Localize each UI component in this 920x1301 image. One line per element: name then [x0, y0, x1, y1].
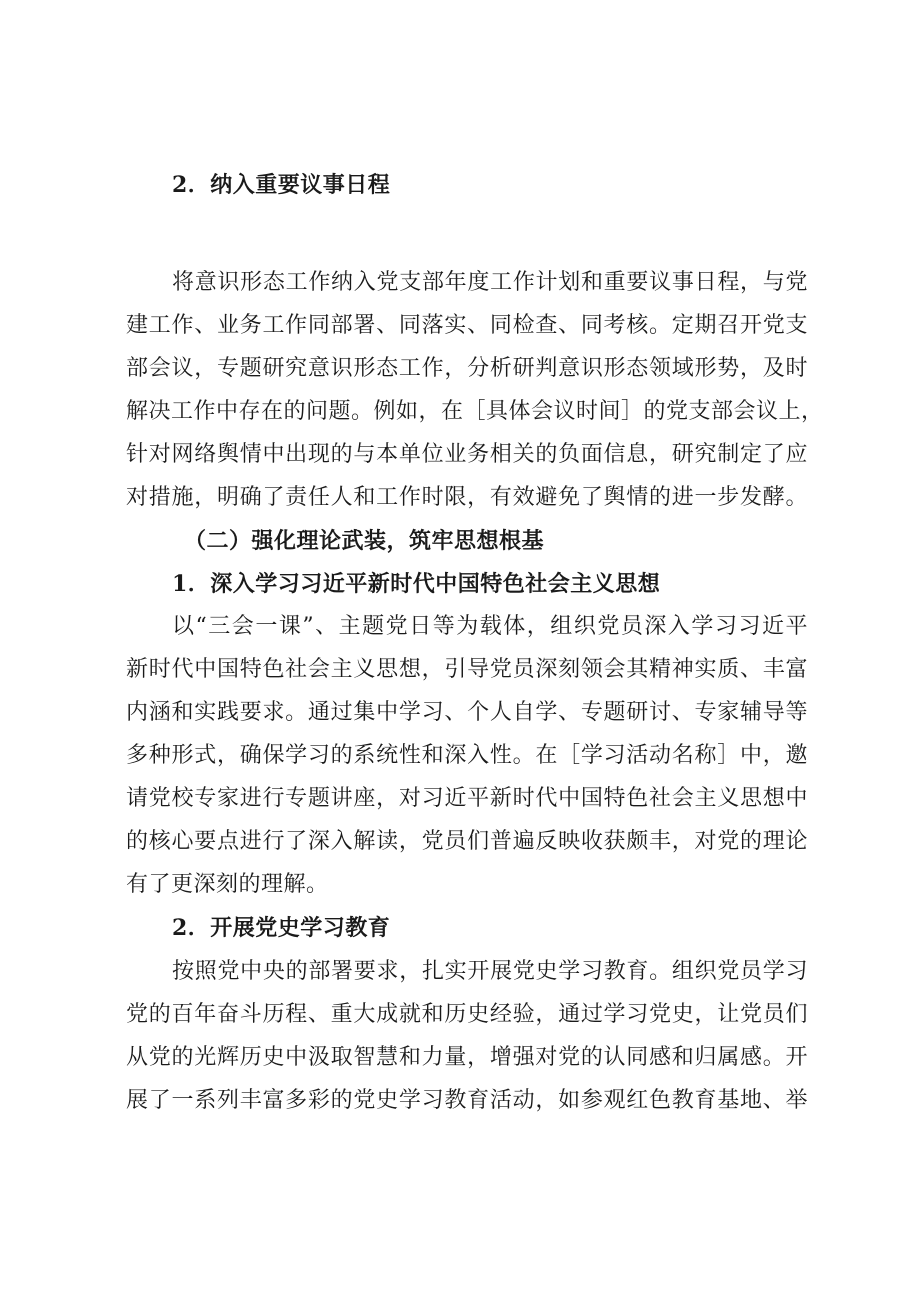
paragraph-line: 针对网络舆情中出现的与本单位业务相关的负面信息，研究制定了应	[126, 442, 808, 467]
paragraph-line-last: 有了更深刻的理解。	[126, 872, 329, 897]
subsection-heading-2: 2．开展党史学习教育	[172, 915, 391, 941]
paragraph-line: 解决工作中存在的问题。例如，在［具体会议时间］的党支部会议上，	[126, 399, 824, 424]
paragraph-line: 展了一系列丰富多彩的党史学习教育活动，如参观红色教育基地、举	[126, 1088, 808, 1113]
section-heading-2: 2．纳入重要议事日程	[172, 172, 391, 198]
paragraph-line: 按照党中央的部署要求，扎实开展党史学习教育。组织党员学习	[172, 959, 808, 984]
paragraph-line: 党的百年奋斗历程、重大成就和历史经验，通过学习党史，让党员们	[126, 1002, 808, 1027]
paragraph-line: 新时代中国特色社会主义思想，引导党员深刻领会其精神实质、丰富	[126, 657, 808, 682]
paragraph-line: 内涵和实践要求。通过集中学习、个人自学、专题研讨、专家辅导等	[126, 700, 808, 725]
paragraph-line: 部会议，专题研究意识形态工作，分析研判意识形态领域形势，及时	[126, 356, 808, 381]
paragraph-line: 请党校专家进行专题讲座，对习近平新时代中国特色社会主义思想中	[126, 786, 808, 811]
section-heading-b: （二）强化理论武装，筑牢思想根基	[184, 528, 545, 554]
paragraph-line: 将意识形态工作纳入党支部年度工作计划和重要议事日程，与党	[172, 270, 808, 295]
paragraph-line: 多种形式，确保学习的系统性和深入性。在［学习活动名称］中，邀	[126, 743, 808, 768]
paragraph-line: 从党的光辉历史中汲取智慧和力量，增强对党的认同感和归属感。开	[126, 1045, 808, 1070]
paragraph-line: 的核心要点进行了深入解读，党员们普遍反映收获颇丰，对党的理论	[126, 829, 808, 854]
paragraph-line: 建工作、业务工作同部署、同落实、同检查、同考核。定期召开党支	[126, 313, 808, 338]
paragraph-line: 对措施，明确了责任人和工作时限，有效避免了舆情的进一步发酵。	[126, 485, 808, 510]
paragraph-line: 以“三会一课”、主题党日等为载体，组织党员深入学习习近平	[172, 614, 808, 639]
subsection-heading-1: 1．深入学习习近平新时代中国特色社会主义思想	[172, 571, 661, 597]
